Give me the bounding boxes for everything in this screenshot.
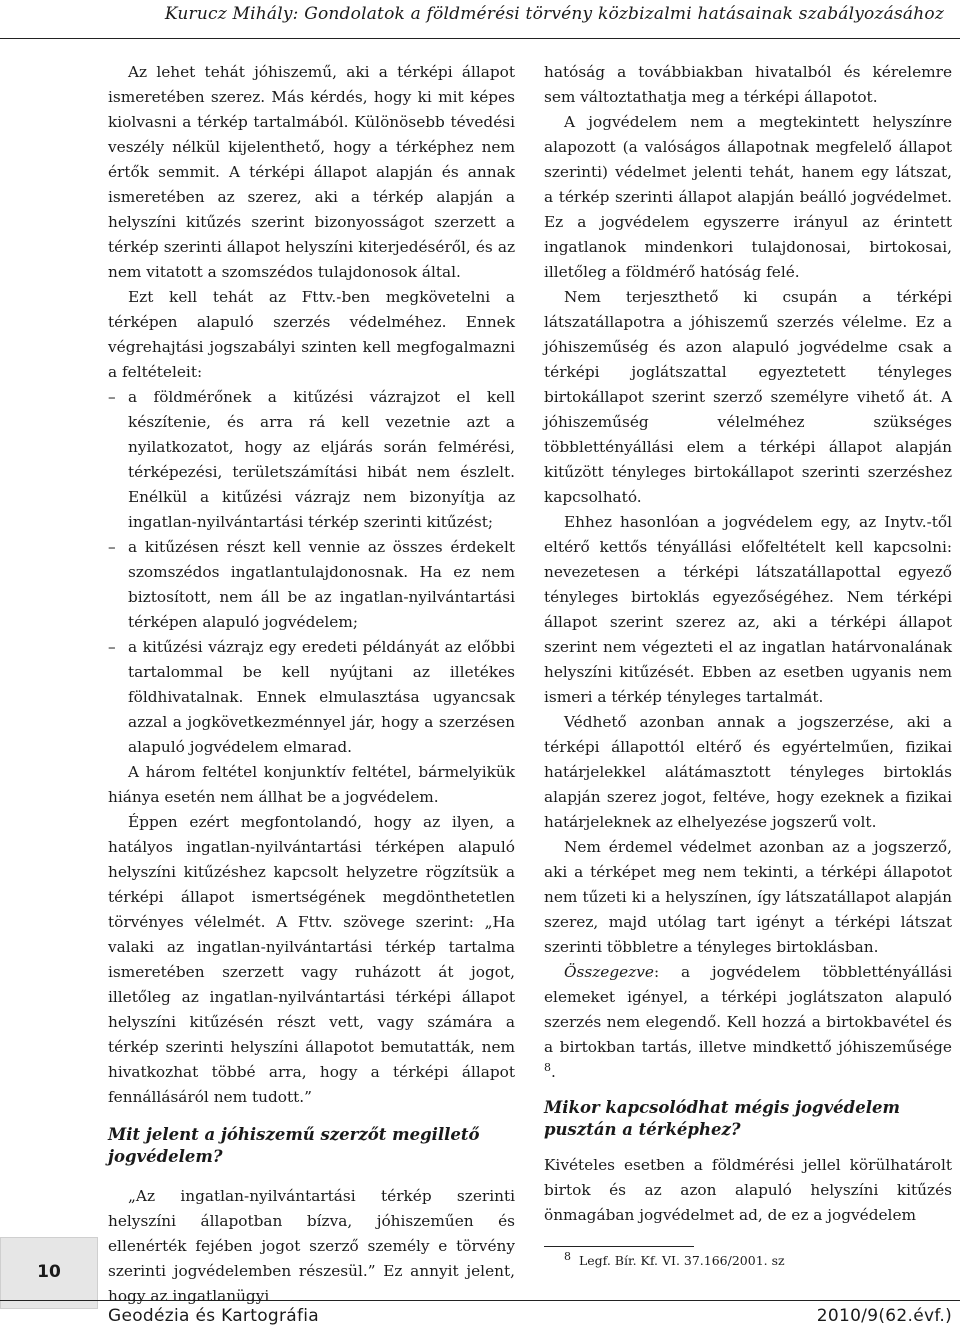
paragraph: A jogvédelem nem a megtekintett helyszínre alapozott (a valóságos állapotnak megfelelő állapot szerinti) védelmet jelenti tehát, hanem egy látszat, a térkép szerinti állapot alapján beálló jogvédelmet. Ez a jogvédelem egyszerre irányul az érintett ingatlanok mindenkori tulajdonosai, birtokosai, illetőleg a földmérő hatóság felé. (544, 113, 952, 281)
paragraph: A három feltétel konjunktív feltétel, bármelyikük hiánya esetén nem állhat be a jogvédelem. (108, 763, 515, 806)
running-header (0, 0, 960, 39)
paragraph: Védhető azonban annak a jogszerzése, aki a térképi állapottól eltérő és egyértelműen, fizikai határjelekkel alátámasztott tényleges birtoklás alapján szerez jogot, feltéve, hogy ezeknek a fizikai határjeleknek az elhelyezése jogszerű volt. (544, 713, 952, 831)
list-item (108, 385, 515, 535)
running-title: Kurucz Mihály: Gondolatok a földmérési törvény közbizalmi hatásainak szabályozásához (164, 4, 944, 24)
page-number-box (0, 1237, 98, 1309)
paragraph: Nem terjeszthető ki csupán a térképi látszatállapotra a jóhiszemű szerzés vélelme. Ez a jóhiszeműség és azon alapuló jogvédelme csak a térképi joglátszattal egyeztetett tényleges birtokállapot szerint szerző személyre vihető át. A jóhiszeműség vélelméhez szükséges többlettényállási elem a térképi állapot alapján kitűzött tényleges birtokállapot szerinti szerzéshez kapcsolható. (544, 288, 952, 506)
journal-name: Geodézia és Kartográfia (108, 1306, 320, 1326)
summary-paragraph (544, 960, 952, 1085)
running-footer (0, 1300, 960, 1332)
paragraph: Ehhez hasonlóan a jogvédelem egy, az Inytv.-től eltérő kettős tényállási előfeltételt kell kapcsolni: nevezetesen a térképi látszatállapottal egyező tényleges birtoklás egyezőségéhez. Nem térképi állapot szerint szerez az, aki a térképi állapot szerint nem végezteti el az ingatlan határvonalának helyszíni kitűzését. Ebben az esetben ugyanis nem ismeri a térkép tényleges tartalmát. (544, 513, 952, 706)
summary-label: Összegezve (564, 963, 654, 981)
list-dash: – (108, 388, 116, 406)
summary-end: . (551, 1063, 556, 1081)
left-column (108, 60, 515, 1309)
paragraph: „Az ingatlan-nyilvántartási térkép szerinti helyszíni állapotban bízva, jóhiszeműen és ellenérték fejében jogot szerző személy e törvény szerinti jogvédelemben részesül.” Ez annyit jelent, hogy az ingatlanügyi (108, 1187, 515, 1305)
right-column (544, 60, 952, 1269)
footnote-number: 8 (564, 1249, 571, 1263)
list-item-text: a kitűzési vázrajz egy eredeti példányát az előbbi tartalommal be kell nyújtani az illetékes földhivatalnak. Ennek elmulasztása ugyancsak azzal a jogkövetkezménnyel jár, hogy a szerzésen alapuló jogvédelem elmarad. (128, 638, 515, 756)
list-item (108, 535, 515, 635)
paragraph: Kivételes esetben a földmérési jellel körülhatárolt birtok és az azon alapuló helyszíni kitűzés önmagában jogvédelmet ad, de ez a jogvédelem (544, 1156, 952, 1224)
list-item-text: a földmérőnek a kitűzési vázrajzot el kell készítenie, és arra rá kell vezetnie azt a nyilatkozatot, hogy az eljárás során felmérési, térképezési, területszámítási hibát nem észlelt. Enélkül a kitűzési vázrajz nem bizonyítja az ingatlan-nyilvántartási térkép szerinti kitűzést; (128, 388, 515, 531)
list-dash: – (108, 638, 116, 656)
paragraph: Éppen ezért megfontolandó, hogy az ilyen, a hatályos ingatlan-nyilvántartási térképen alapuló helyszíni kitűzéshez kapcsolt helyzetre rögzítsük a térképi állapot ismertségének megdönthetetlen törvényes vélelmét. A Fttv. szövege szerint: „Ha valaki az ingatlan-nyilvántartási térkép tartalma ismeretében szerzett vagy ruházott át jogot, illetőleg az ingatlan-nyilvántartási térképi állapot helyszíni kitűzésén részt vett, vagy számára a térkép szerinti helyszíni állapotot bemutatták, nem hivatkozhat többé arra, hogy a térképi állapot fennállásáról nem tudott.” (108, 813, 515, 1106)
list-dash: – (108, 538, 116, 556)
footnote-text: Legf. Bír. Kf. VI. 37.166/2001. sz (578, 1253, 785, 1268)
footnote-ref[interactable]: 8 (544, 1060, 551, 1074)
section-heading: Mikor kapcsolódhat mégis jogvédelem pusztán a térképhez? (544, 1098, 900, 1139)
paragraph: hatóság a továbbiakban hivatalból és kérelemre sem változtathatja meg a térképi állapotot. (544, 63, 952, 106)
issue-info: 2010/9(62.évf.) (816, 1306, 952, 1326)
summary-text: : a jogvédelem többlettényállási elemeket igényel, a térképi joglátszaton alapuló szerzés nem elegendő. Kell hozzá a birtokbavétel és a birtokban tartás, illetve mindkettő jóhiszeműsége (544, 963, 952, 1056)
paragraph: Nem érdemel védelmet azonban az a jogszerző, aki a térképet meg nem tekinti, a térképi állapotot nem tűzeti ki a helyszínen, így látszatállapot alapján szerez, majd utólag tart igényt a térképi látszat szerinti többletre a tényleges birtoklásban. (544, 838, 952, 956)
footnote-divider (544, 1246, 694, 1247)
footnote (544, 1249, 952, 1269)
section-heading: Mit jelent a jóhiszemű szerzőt megillető jogvédelem? (108, 1125, 480, 1166)
paragraph: Az lehet tehát jóhiszemű, aki a térképi állapot ismeretében szerez. Más kérdés, hogy ki mit képes kiolvasni a térkép tartalmából. Különösebb tévedési veszély nélkül kijelenthető, hogy a térképhez nem értők semmit. A térképi állapot alapján és annak ismeretében az szerez, aki a térkép alapján a helyszíni kitűzés szerint bizonyosságot szerzett a térkép szerinti állapot helyszíni kiterjedéséről, és az nem vitatott a szomszédos tulajdonosok által. (108, 63, 515, 281)
paragraph: Ezt kell tehát az Fttv.-ben megkövetelni a térképen alapuló szerzés védelméhez. Ennek végrehajtási jogszabályi szinten kell megfogalmazni a feltételeit: (108, 288, 515, 381)
list-item-text: a kitűzésen részt kell vennie az összes érdekelt szomszédos ingatlantulajdonosnak. Ha ez nem biztosított, nem áll be az ingatlan-nyilvántartási térképen alapuló jogvédelem; (128, 538, 515, 631)
list-item (108, 635, 515, 760)
page-number: 10 (37, 1262, 61, 1282)
